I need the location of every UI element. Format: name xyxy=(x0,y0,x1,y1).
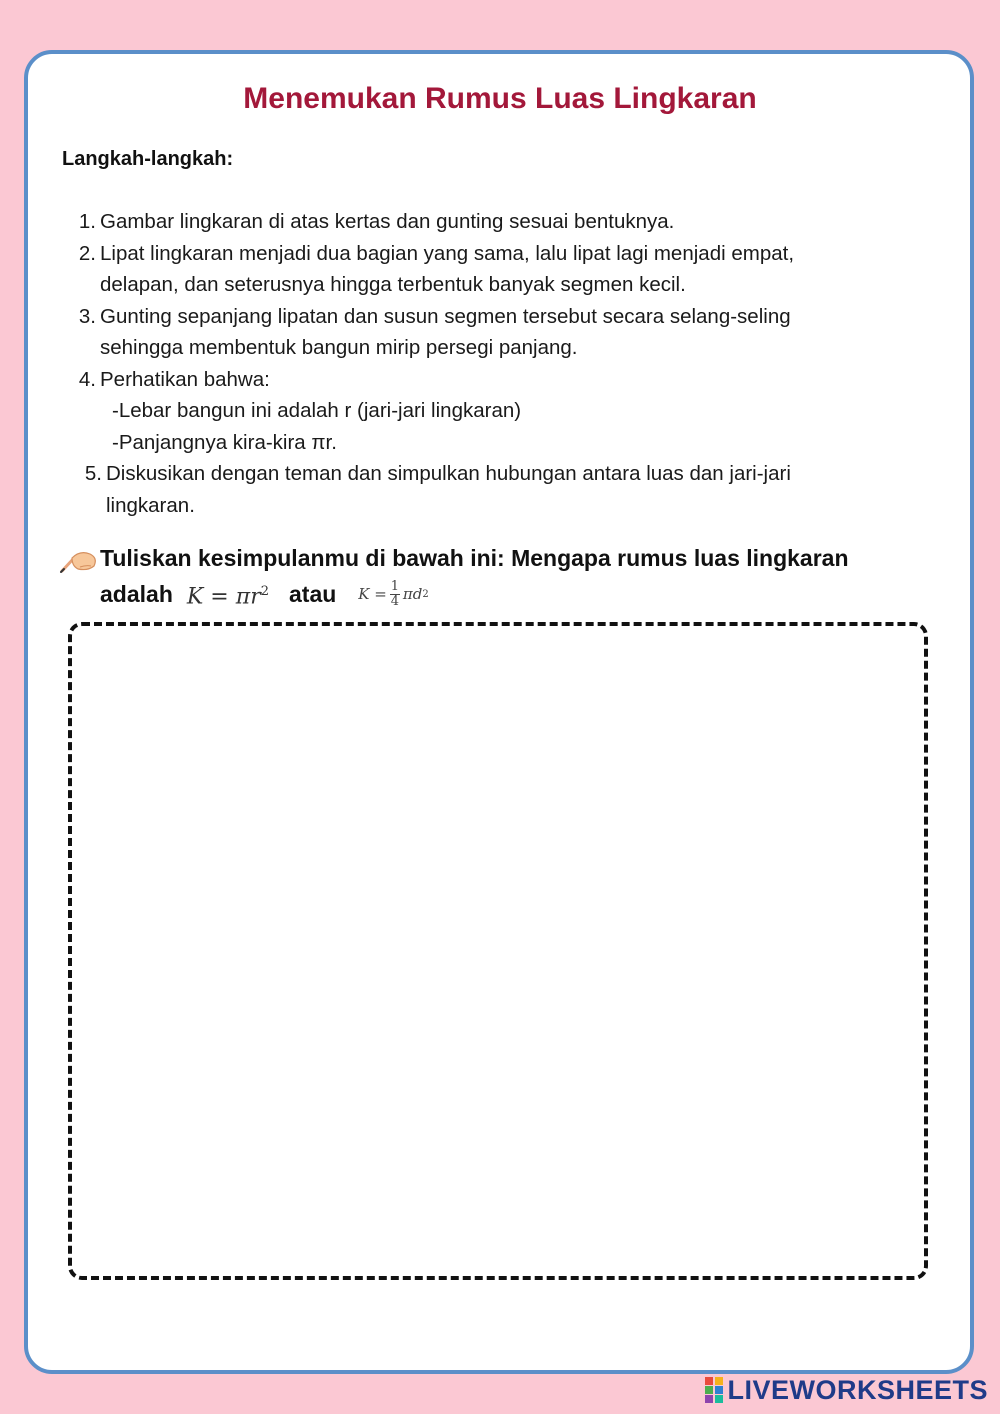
prompt-question: Tuliskan kesimpulanmu di bawah ini: Mengapa rumus luas lingkaran xyxy=(100,545,849,571)
step-item-4 xyxy=(62,364,932,396)
fraction-denominator: 4 xyxy=(390,593,399,609)
liveworksheets-logo xyxy=(705,1373,988,1407)
step-number: 1. xyxy=(78,210,96,233)
steps-list xyxy=(62,206,932,521)
conclusion-prompt xyxy=(58,542,938,613)
steps-heading: Langkah-langkah: xyxy=(62,148,234,170)
step-text: lingkaran. xyxy=(106,493,195,517)
prompt-formula-line xyxy=(58,575,938,613)
formula-rest: πd xyxy=(402,584,423,603)
step-text: Lipat lingkaran menjadi dua bagian yang sama, lalu lipat lagi menjadi empat, xyxy=(100,241,795,265)
step-text: Gunting sepanjang lipatan dan susun segmen tersebut secara selang-seling xyxy=(100,304,791,328)
step-number: 2. xyxy=(78,241,96,265)
prompt-adalah: adalah xyxy=(100,580,173,607)
step-item-5 xyxy=(62,458,932,521)
step-subitem-width: -Lebar bangun ini adalah r (jari-jari lingkaran) xyxy=(112,399,522,422)
area-formula-diameter xyxy=(358,578,428,611)
writing-hand-icon xyxy=(58,544,100,574)
step-text: delapan, dan seterusnya hingga terbentuk banyak segmen kecil. xyxy=(100,273,686,296)
area-formula-radius xyxy=(187,575,269,613)
formula-lhs: K = xyxy=(358,584,387,603)
step-item-2 xyxy=(62,238,932,301)
step-text: Gambar lingkaran di atas kertas dan gunting sesuai bentuknya. xyxy=(100,210,675,233)
step-number: 4. xyxy=(78,367,96,391)
step-number: 3. xyxy=(78,304,96,328)
step-subitem-length: -Panjangnya kira-kira πr. xyxy=(112,430,337,454)
formula-lhs: K = πr xyxy=(186,584,261,610)
logo-grid-icon xyxy=(705,1377,723,1403)
formula-exponent: 2 xyxy=(422,588,429,600)
step-item-1 xyxy=(62,206,932,238)
step-text: Perhatikan bahwa: xyxy=(100,367,270,391)
page-title: Menemukan Rumus Luas Lingkaran xyxy=(243,82,757,115)
answer-box[interactable] xyxy=(68,622,928,1280)
logo-text: LIVEWORKSHEETS xyxy=(727,1374,988,1405)
step-text: Diskusikan dengan teman dan simpulkan hubungan antara luas dan jari-jari xyxy=(106,462,791,485)
formula-exponent: 2 xyxy=(260,584,269,599)
step-item-3 xyxy=(62,301,932,364)
step-number: 5. xyxy=(84,462,102,485)
formula-fraction xyxy=(390,580,400,609)
step-text: sehingga membentuk bangun mirip persegi panjang. xyxy=(100,336,578,359)
fraction-numerator: 1 xyxy=(390,578,399,594)
prompt-atau: atau xyxy=(289,580,337,607)
